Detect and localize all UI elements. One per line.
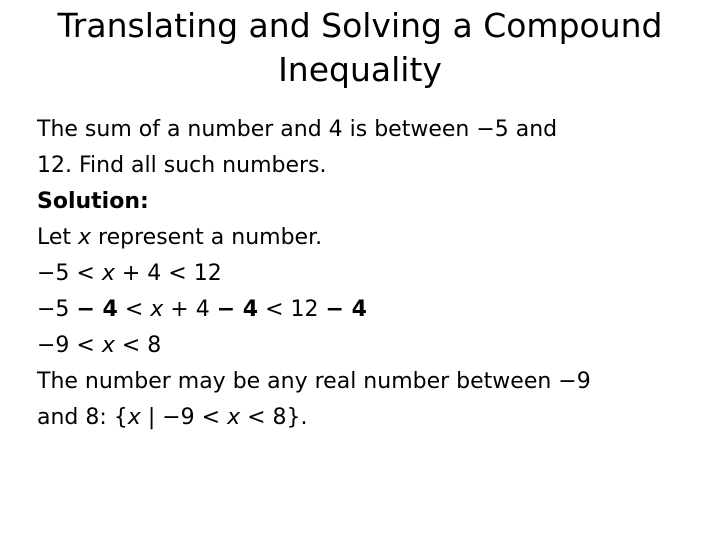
inequality-step-3	[37, 328, 707, 364]
slide-body	[37, 112, 707, 436]
conclusion-middle: | −9 <	[140, 405, 228, 430]
problem-line-1: The sum of a number and 4 is between −5 and	[37, 117, 558, 142]
step2-variable: x	[150, 297, 164, 322]
step3-left: −9 <	[37, 333, 102, 358]
conclusion-line-1: The number may be any real number between −9	[37, 369, 591, 394]
conclusion-suffix: < 8}.	[240, 405, 308, 430]
slide-title	[0, 4, 720, 92]
inequality-step-1	[37, 256, 707, 292]
let-statement	[37, 220, 707, 256]
step2-part-2: <	[117, 297, 151, 322]
problem-line-2: 12. Find all such numbers.	[37, 153, 327, 178]
step3-right: < 8	[114, 333, 162, 358]
step1-variable: x	[101, 261, 115, 286]
step2-part-4: < 12	[258, 297, 326, 322]
step1-left: −5 <	[37, 261, 102, 286]
step3-variable: x	[101, 333, 115, 358]
step1-right: + 4 < 12	[114, 261, 222, 286]
step2-part-3: + 4	[163, 297, 217, 322]
set-variable-2: x	[227, 405, 241, 430]
let-suffix: represent a number.	[91, 225, 323, 250]
step2-subtract-1: − 4	[76, 297, 118, 322]
variable-x: x	[78, 225, 92, 250]
step2-subtract-2: − 4	[216, 297, 259, 322]
let-prefix: Let	[37, 225, 79, 250]
solution-label: Solution:	[37, 189, 149, 214]
slide-title-line-1: Translating and Solving a Compound	[57, 6, 663, 45]
conclusion-line-2	[37, 400, 707, 436]
slide-title-line-2: Inequality	[278, 50, 442, 89]
set-variable-1: x	[127, 405, 141, 430]
step2-subtract-3: − 4	[325, 297, 367, 322]
conclusion-prefix: and 8: {	[37, 405, 128, 430]
inequality-step-2	[37, 292, 707, 328]
step2-part-1: −5	[37, 297, 77, 322]
